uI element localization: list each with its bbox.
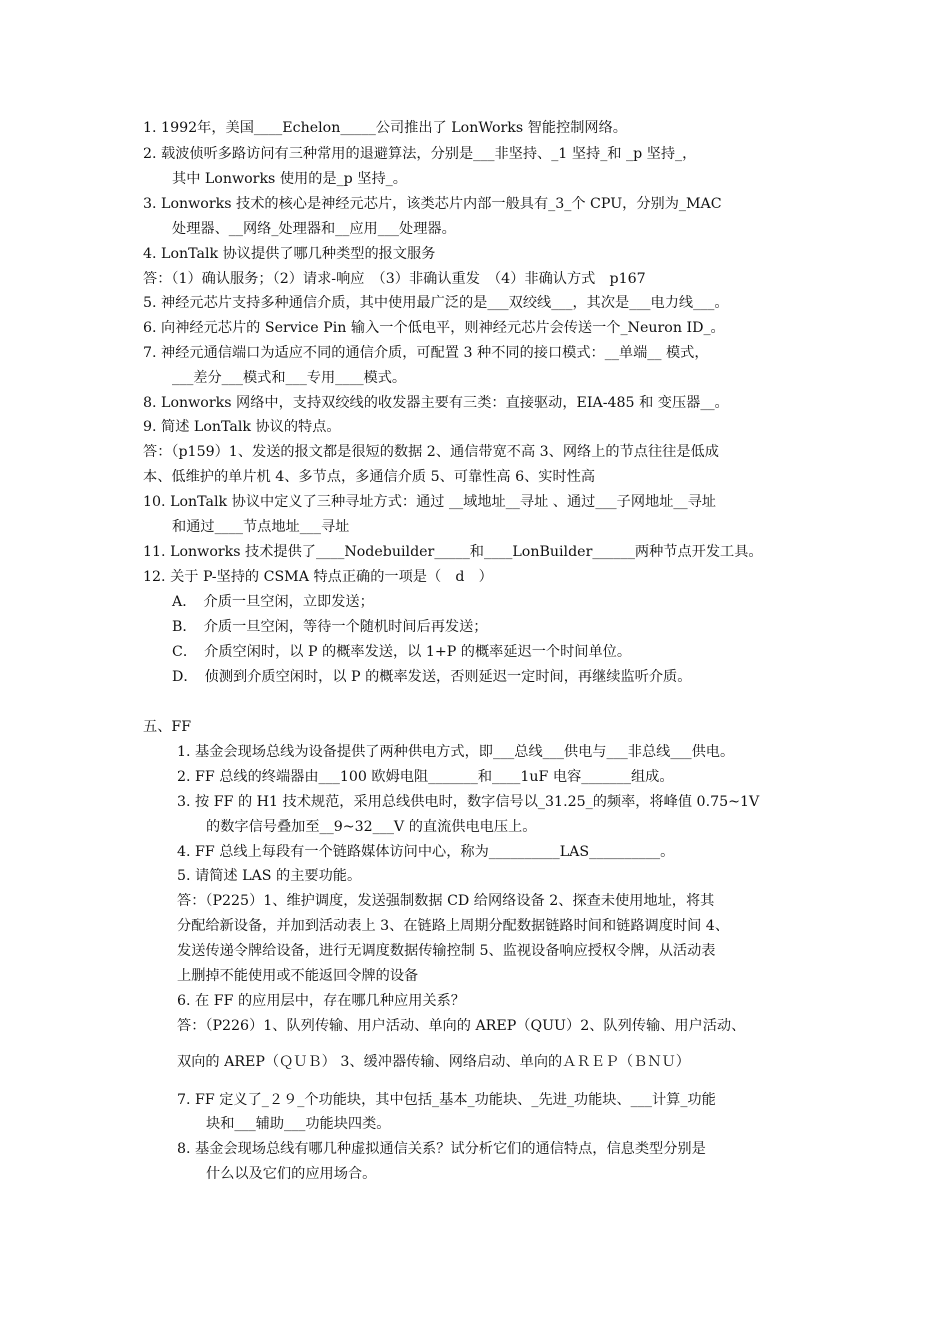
line-ff2: 2. FF 总线的终端器由___100 欧姆电阻_______和____1uF 电容_______组成。 (177, 769, 674, 785)
line-a-ff6-cont: 双向的 AREP（ＱＵＢ） 3、缓冲器传输、网络启动、单向的ＡＲＥＰ（ＢＮＵ） (177, 1054, 690, 1070)
line-q2-cont: 其中 Lonworks 使用的是_p 坚持_。 (172, 171, 407, 187)
line-q6: 6. 向神经元芯片的 Service Pin 输入一个低电平，则神经元芯片会传送一个_Neuron ID_。 (143, 320, 725, 336)
line-ff7-cont: 块和___辅助___功能块四类。 (206, 1116, 391, 1132)
line-q10: 10. LonTalk 协议中定义了三种寻址方式：通过 __域地址__寻址 、通过___子网地址__寻址 (143, 494, 716, 510)
line-q11: 11. Lonworks 技术提供了____Nodebuilder_____和____LonBuilder______两种节点开发工具。 (143, 544, 763, 560)
line-a-ff5-cont2: 发送传递令牌给设备，进行无调度数据传输控制 5、监视设备响应授权令牌，从活动表 (177, 943, 716, 959)
line-ff3-cont: 的数字信号叠加至__9~32___V 的直流供电电压上。 (206, 819, 537, 835)
line-q7-cont: ___差分___模式和___专用____模式。 (172, 370, 407, 386)
line-ff8: 8. 基金会现场总线有哪几种虚拟通信关系？试分析它们的通信特点，信息类型分别是 (177, 1141, 706, 1157)
line-a-ff6: 答：（P226）1、队列传输、用户活动、单向的 AREP（QUU）2、队列传输、用户活动、 (177, 1018, 746, 1034)
line-ff7: 7. FF 定义了_２９_个功能块，其中包括_基本_功能块、_先进_功能块、___计算_功能 (177, 1092, 716, 1108)
line-q2: 2. 载波侦听多路访问有三种常用的退避算法，分别是___非坚持、_1 坚持_和 _p 坚持_， (143, 146, 697, 162)
line-a4: 答：（1）确认服务；（2）请求-响应 （3）非确认重发 （4）非确认方式 p167 (143, 271, 646, 287)
line-q4: 4. LonTalk 协议提供了哪几种类型的报文服务 (143, 246, 436, 262)
line-a-ff5-cont3: 上删掉不能使用或不能返回令牌的设备 (177, 968, 419, 984)
line-q3-cont: 处理器、__网络_处理器和__应用___处理器。 (172, 221, 456, 237)
line-q10-cont: 和通过____节点地址___寻址 (172, 519, 350, 535)
line-q3: 3. Lonworks 技术的核心是神经元芯片，该类芯片内部一般具有_3_个 CPU，分别为_MAC (143, 196, 722, 212)
line-ff1: 1. 基金会现场总线为设备提供了两种供电方式，即___总线___供电与___非总线___供电。 (177, 744, 735, 760)
line-q9: 9. 简述 LonTalk 协议的特点。 (143, 419, 341, 435)
line-ff8-cont: 什么以及它们的应用场合。 (206, 1166, 377, 1182)
option-b: B． 介质一旦空闲，等待一个随机时间后再发送； (172, 619, 488, 635)
line-ff6: 6. 在 FF 的应用层中，存在哪几种应用关系？ (177, 993, 465, 1009)
line-a9: 答：（p159）1、发送的报文都是很短的数据 2、通信带宽不高 3、网络上的节点往往是低成 (143, 444, 719, 460)
line-ff5: 5. 请简述 LAS 的主要功能。 (177, 868, 362, 884)
line-a-ff5-cont1: 分配给新设备，并加到活动表上 3、在链路上周期分配数据链路时间和链路调度时间 4、 (177, 918, 730, 934)
line-a9-cont: 本、低维护的单片机 4、多节点，多通信介质 5、可靠性高 6、实时性高 (143, 469, 596, 485)
option-a: A． 介质一旦空闲，立即发送； (172, 594, 374, 610)
line-a-ff5: 答：（P225）1、维护调度，发送强制数据 CD 给网络设备 2、探查未使用地址，将其 (177, 893, 715, 909)
option-d: D． 侦测到介质空闲时，以 P 的概率发送，否则延迟一定时间，再继续监听介质。 (172, 669, 692, 685)
option-c: C． 介质空闲时，以 P 的概率发送，以 1+P 的概率延迟一个时间单位。 (172, 644, 632, 660)
line-q5: 5. 神经元芯片支持多种通信介质，其中使用最广泛的是___双绞线___，其次是___电力线___。 (143, 295, 729, 311)
section-heading-ff: 五、FF (143, 719, 192, 735)
line-q12: 12. 关于 P-坚持的 CSMA 特点正确的一项是（ d ） (143, 569, 493, 585)
line-q8: 8. Lonworks 网络中，支持双绞线的收发器主要有三类：直接驱动，EIA-485 和 变压器__。 (143, 395, 729, 411)
line-q7: 7. 神经元通信端口为适应不同的通信介质，可配置 3 种不同的接口模式：__单端__ 模式， (143, 345, 709, 361)
line-q1: 1. 1992年，美国____Echelon_____公司推出了 LonWorks 智能控制网络。 (143, 120, 627, 136)
line-ff3: 3. 按 FF 的 H1 技术规范，采用总线供电时，数字信号以_31.25_的频率，将峰值 0.75~1V (177, 794, 760, 810)
line-ff4: 4. FF 总线上每段有一个链路媒体访问中心，称为__________LAS__________。 (177, 844, 675, 860)
